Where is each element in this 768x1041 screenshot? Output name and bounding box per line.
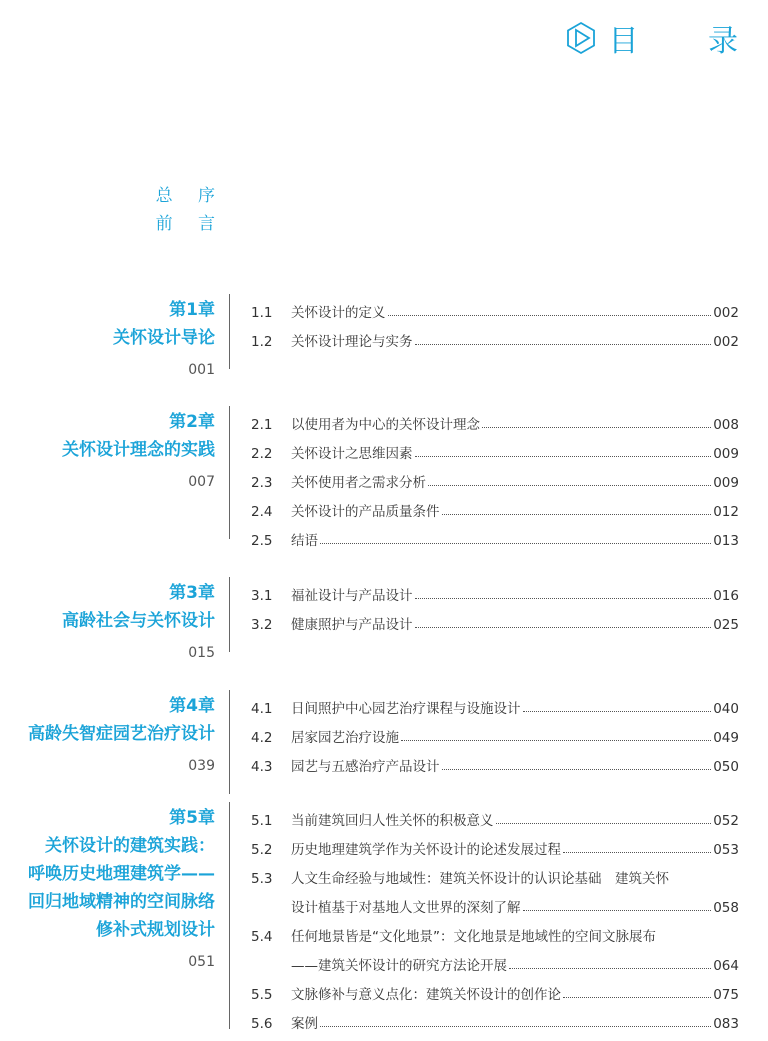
front-matter <box>155 182 225 238</box>
dot-leader <box>523 711 712 712</box>
chapter-divider <box>229 577 230 652</box>
entry-number: 4.3 <box>251 759 273 775</box>
entry-title: 以使用者为中心的关怀设计理念 <box>291 417 480 433</box>
chapter-divider <box>229 406 230 539</box>
entry-number: 5.6 <box>251 1016 273 1032</box>
chapter-heading <box>28 692 215 776</box>
entry-page: 016 <box>713 588 739 604</box>
entry-title-continued: 设计植基于对基地人文世界的深刻了解 <box>291 900 521 916</box>
toc-entry[interactable] <box>251 404 739 433</box>
chapter-title[interactable]: 修补式规划设计 <box>96 920 215 940</box>
entry-title: 健康照护与产品设计 <box>291 617 413 633</box>
entry-title: 任何地景皆是“文化地景”：文化地景是地域性的空间文脉展布 <box>291 929 656 945</box>
dot-leader <box>388 315 712 316</box>
entry-number: 5.3 <box>251 871 273 887</box>
entry-line <box>251 916 739 945</box>
chapter-title[interactable]: 关怀设计的建筑实践： <box>45 836 215 856</box>
dot-leader <box>509 968 711 969</box>
entry-title: 案例 <box>291 1016 318 1032</box>
entry-page: 050 <box>713 759 739 775</box>
entry-number: 4.2 <box>251 730 273 746</box>
entry-title: 历史地理建筑学作为关怀设计的论述发展过程 <box>291 842 561 858</box>
entry-title: 福祉设计与产品设计 <box>291 588 413 604</box>
toc-header <box>564 18 768 59</box>
entry-title: 居家园艺治疗设施 <box>291 730 399 746</box>
entry-number: 2.4 <box>251 504 273 520</box>
dot-leader <box>415 627 712 628</box>
entry-title: 关怀设计的定义 <box>291 305 386 321</box>
toc-entry[interactable] <box>251 746 739 775</box>
toc-entry[interactable] <box>251 800 739 829</box>
toc-entry[interactable] <box>251 1003 739 1032</box>
entry-page: 083 <box>713 1016 739 1032</box>
front-matter-foreword[interactable]: 前 言 <box>155 214 225 234</box>
toc-entry[interactable] <box>251 520 739 549</box>
chapter-divider <box>229 294 230 369</box>
entry-title: 园艺与五感治疗产品设计 <box>291 759 440 775</box>
chapter-number: 第1章 <box>169 300 215 320</box>
chapter-title[interactable]: 回归地域精神的空间脉络 <box>28 892 215 912</box>
entry-title: 关怀使用者之需求分析 <box>291 475 426 491</box>
entry-page: 009 <box>713 446 739 462</box>
entry-number: 2.5 <box>251 533 273 549</box>
entry-number: 2.2 <box>251 446 273 462</box>
page-title: 目 录 <box>608 24 768 59</box>
entry-number: 2.3 <box>251 475 273 491</box>
dot-leader <box>415 344 712 345</box>
chapter-number: 第2章 <box>169 412 215 432</box>
entry-number: 5.2 <box>251 842 273 858</box>
dot-leader <box>428 485 711 486</box>
chapter-title[interactable]: 高龄失智症园艺治疗设计 <box>28 724 215 744</box>
entry-line <box>251 945 739 974</box>
dot-leader <box>415 598 712 599</box>
chapter-title[interactable]: 关怀设计导论 <box>113 328 215 348</box>
toc-entry[interactable] <box>251 462 739 491</box>
chapter-page: 001 <box>188 362 215 378</box>
chapter-title[interactable]: 高龄社会与关怀设计 <box>62 611 215 631</box>
entry-page: 040 <box>713 701 739 717</box>
toc-entry[interactable] <box>251 829 739 858</box>
play-hexagon-icon <box>564 21 598 55</box>
toc-entry[interactable] <box>251 292 739 321</box>
chapter-page: 007 <box>188 474 215 490</box>
toc-entry[interactable] <box>251 491 739 520</box>
entry-title: 关怀设计理论与实务 <box>291 334 413 350</box>
entry-title: 关怀设计的产品质量条件 <box>291 504 440 520</box>
chapter-page: 039 <box>188 758 215 774</box>
toc-entry[interactable] <box>251 916 739 974</box>
chapter-number: 第3章 <box>169 583 215 603</box>
toc-entry[interactable] <box>251 321 739 350</box>
entry-list <box>251 404 739 549</box>
entry-number: 1.1 <box>251 305 273 321</box>
entry-number: 3.1 <box>251 588 273 604</box>
entry-title-continued: ——建筑关怀设计的研究方法论开展 <box>291 958 507 974</box>
entry-title: 关怀设计之思维因素 <box>291 446 413 462</box>
entry-page: 013 <box>713 533 739 549</box>
chapter-number: 第4章 <box>169 696 215 716</box>
chapter-heading <box>28 804 215 972</box>
entry-number: 3.2 <box>251 617 273 633</box>
entry-number: 5.5 <box>251 987 273 1003</box>
entry-list <box>251 800 739 1032</box>
front-matter-preface-general[interactable]: 总 序 <box>155 186 225 206</box>
entry-title: 结语 <box>291 533 318 549</box>
entry-line <box>251 858 739 887</box>
entry-page: 012 <box>713 504 739 520</box>
chapter-number: 第5章 <box>169 808 215 828</box>
chapter-divider <box>229 802 230 1029</box>
entry-page: 052 <box>713 813 739 829</box>
entry-page: 058 <box>713 900 739 916</box>
dot-leader <box>563 852 711 853</box>
chapter-divider <box>229 690 230 794</box>
dot-leader <box>320 1026 711 1027</box>
entry-page: 064 <box>713 958 739 974</box>
dot-leader <box>496 823 712 824</box>
toc-entry[interactable] <box>251 858 739 916</box>
chapter-title[interactable]: 呼唤历史地理建筑学—— <box>28 864 215 884</box>
entry-number: 5.4 <box>251 929 273 945</box>
dot-leader <box>401 740 711 741</box>
entry-title: 当前建筑回归人性关怀的积极意义 <box>291 813 494 829</box>
entry-number: 1.2 <box>251 334 273 350</box>
dot-leader <box>523 910 712 911</box>
entry-page: 002 <box>713 334 739 350</box>
chapter-heading <box>62 579 215 663</box>
dot-leader <box>442 769 712 770</box>
toc-entry[interactable] <box>251 604 739 633</box>
entry-page: 049 <box>713 730 739 746</box>
chapter-title[interactable]: 关怀设计理念的实践 <box>62 440 215 460</box>
entry-title: 文脉修补与意义点化：建筑关怀设计的创作论 <box>291 987 561 1003</box>
entry-title: 人文生命经验与地域性：建筑关怀设计的认识论基础 建筑关怀 <box>291 871 669 887</box>
chapter-page: 015 <box>188 645 215 661</box>
toc-entry[interactable] <box>251 433 739 462</box>
entry-page: 009 <box>713 475 739 491</box>
toc-entry[interactable] <box>251 575 739 604</box>
entry-line <box>251 887 739 916</box>
dot-leader <box>415 456 712 457</box>
entry-list <box>251 688 739 775</box>
entry-page: 053 <box>713 842 739 858</box>
entry-list <box>251 292 739 350</box>
dot-leader <box>563 997 711 998</box>
entry-list <box>251 575 739 633</box>
toc-entry[interactable] <box>251 688 739 717</box>
entry-page: 025 <box>713 617 739 633</box>
entry-page: 075 <box>713 987 739 1003</box>
toc-entry[interactable] <box>251 717 739 746</box>
chapter-heading <box>113 296 215 380</box>
entry-page: 008 <box>713 417 739 433</box>
entry-number: 2.1 <box>251 417 273 433</box>
dot-leader <box>482 427 711 428</box>
entry-title: 日间照护中心园艺治疗课程与设施设计 <box>291 701 521 717</box>
entry-page: 002 <box>713 305 739 321</box>
chapter-heading <box>62 408 215 492</box>
entry-number: 5.1 <box>251 813 273 829</box>
entry-number: 4.1 <box>251 701 273 717</box>
dot-leader <box>320 543 711 544</box>
chapter-page: 051 <box>188 954 215 970</box>
dot-leader <box>442 514 712 515</box>
toc-entry[interactable] <box>251 974 739 1003</box>
